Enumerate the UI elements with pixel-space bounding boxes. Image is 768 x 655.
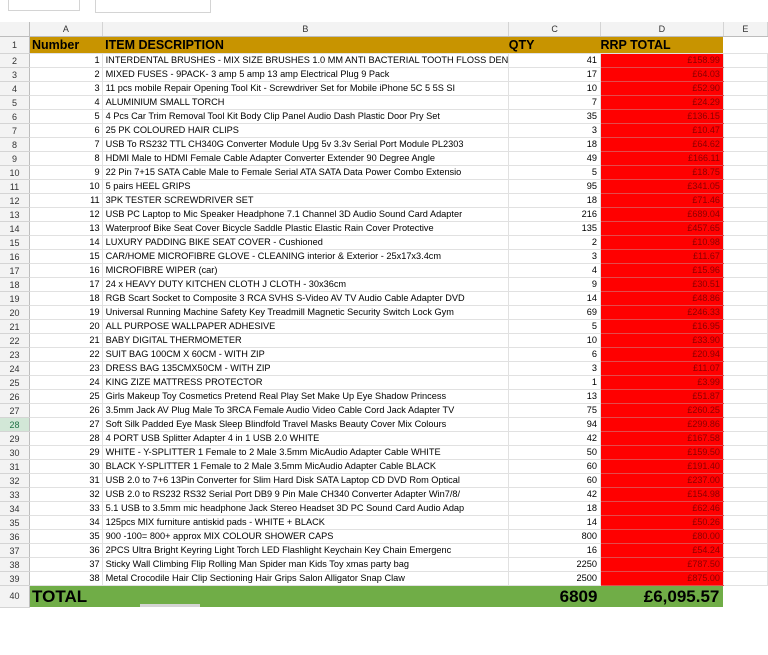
item-description-cell[interactable]: BLACK Y-SPLITTER 1 Female to 2 Male 3.5mm MicAudio Adapter Cable BLACK: [102, 460, 509, 474]
header-qty[interactable]: QTY: [509, 37, 601, 54]
item-rrp-total-cell[interactable]: £16.95: [600, 320, 723, 334]
item-rrp-total-cell[interactable]: £10.47: [600, 124, 723, 138]
empty-cell[interactable]: [723, 502, 767, 516]
item-qty-cell[interactable]: 2500: [509, 572, 601, 586]
item-description-cell[interactable]: ALUMINIUM SMALL TORCH: [102, 96, 509, 110]
item-qty-cell[interactable]: 3: [509, 124, 601, 138]
column-header-c[interactable]: C: [509, 22, 601, 37]
empty-cell[interactable]: [723, 488, 767, 502]
table-row: [0, 404, 768, 418]
row-header[interactable]: 12: [0, 194, 30, 208]
item-description-cell[interactable]: USB To RS232 TTL CH340G Converter Module Upg 5v 3.3v Serial Port Module PL2303: [102, 138, 509, 152]
empty-cell[interactable]: [723, 152, 767, 166]
item-rrp-total-cell[interactable]: £71.46: [600, 194, 723, 208]
item-qty-cell[interactable]: 18: [509, 502, 601, 516]
item-rrp-total-cell[interactable]: £18.75: [600, 166, 723, 180]
item-rrp-total-cell[interactable]: £260.25: [600, 404, 723, 418]
table-row: [0, 530, 768, 544]
item-qty-cell[interactable]: 41: [509, 54, 601, 68]
item-rrp-total-cell[interactable]: £875.00: [600, 572, 723, 586]
item-description-cell[interactable]: Girls Makeup Toy Cosmetics Pretend Real Play Set Make Up Eye Shadow Princess: [102, 390, 509, 404]
item-rrp-total-cell[interactable]: £10.98: [600, 236, 723, 250]
item-number-cell[interactable]: 7: [30, 138, 103, 152]
item-rrp-total-cell[interactable]: £457.65: [600, 222, 723, 236]
item-number-cell[interactable]: 34: [30, 516, 103, 530]
select-all-corner[interactable]: [0, 22, 30, 37]
row-header[interactable]: 16: [0, 250, 30, 264]
item-description-cell[interactable]: 4 Pcs Car Trim Removal Tool Kit Body Clip Panel Audio Dash Plastic Door Pry Set: [102, 110, 509, 124]
item-rrp-total-cell[interactable]: £191.40: [600, 460, 723, 474]
table-row: [0, 208, 768, 222]
empty-cell[interactable]: [723, 516, 767, 530]
item-qty-cell[interactable]: 135: [509, 222, 601, 236]
row-header[interactable]: 29: [0, 432, 30, 446]
row-header[interactable]: 40: [0, 586, 30, 608]
sheet-scroll-indicator: [140, 604, 200, 607]
table-row: [0, 110, 768, 124]
row-header[interactable]: 30: [0, 446, 30, 460]
table-row: [0, 572, 768, 586]
total-rrp[interactable]: £6,095.57: [600, 586, 723, 608]
row-header[interactable]: 31: [0, 460, 30, 474]
row-header[interactable]: 26: [0, 390, 30, 404]
row-header[interactable]: 8: [0, 138, 30, 152]
item-qty-cell[interactable]: 17: [509, 68, 601, 82]
item-description-cell[interactable]: 125pcs MIX furniture antiskid pads - WHITE + BLACK: [102, 516, 509, 530]
header-number[interactable]: Number: [30, 37, 103, 54]
empty-cell[interactable]: [723, 82, 767, 96]
item-description-cell[interactable]: WHITE - Y-SPLITTER 1 Female to 2 Male 3.5mm MicAudio Adapter Cable WHITE: [102, 446, 509, 460]
item-qty-cell[interactable]: 216: [509, 208, 601, 222]
item-qty-cell[interactable]: 6: [509, 348, 601, 362]
empty-cell[interactable]: [723, 404, 767, 418]
empty-cell[interactable]: [723, 250, 767, 264]
item-description-cell[interactable]: MICROFIBRE WIPER (car): [102, 264, 509, 278]
column-header-e[interactable]: E: [723, 22, 767, 37]
row-header[interactable]: 38: [0, 558, 30, 572]
empty-cell[interactable]: [723, 138, 767, 152]
item-rrp-total-cell[interactable]: £80.00: [600, 530, 723, 544]
item-qty-cell[interactable]: 2: [509, 236, 601, 250]
item-rrp-total-cell[interactable]: £136.15: [600, 110, 723, 124]
total-label[interactable]: TOTAL: [30, 586, 103, 608]
table-row: [0, 376, 768, 390]
item-qty-cell[interactable]: 7: [509, 96, 601, 110]
row-header[interactable]: 3: [0, 68, 30, 82]
item-number-cell[interactable]: 10: [30, 180, 103, 194]
item-description-cell[interactable]: RGB Scart Socket to Composite 3 RCA SVHS S-Video AV TV Audio Cable Adapter DVD: [102, 292, 509, 306]
row-header[interactable]: 9: [0, 152, 30, 166]
item-qty-cell[interactable]: 49: [509, 152, 601, 166]
row-header[interactable]: 14: [0, 222, 30, 236]
row-header[interactable]: 36: [0, 530, 30, 544]
table-row: [0, 166, 768, 180]
item-rrp-total-cell[interactable]: £24.29: [600, 96, 723, 110]
empty-cell[interactable]: [723, 264, 767, 278]
item-number-cell[interactable]: 33: [30, 502, 103, 516]
row-header[interactable]: 2: [0, 54, 30, 68]
item-rrp-total-cell[interactable]: £64.03: [600, 68, 723, 82]
item-description-cell[interactable]: 24 x HEAVY DUTY KITCHEN CLOTH J CLOTH - 30x36cm: [102, 278, 509, 292]
empty-cell[interactable]: [723, 37, 767, 54]
item-number-cell[interactable]: 21: [30, 334, 103, 348]
empty-cell[interactable]: [723, 124, 767, 138]
item-rrp-total-cell[interactable]: £64.62: [600, 138, 723, 152]
item-description-cell[interactable]: HDMI Male to HDMI Female Cable Adapter Converter Extender 90 Degree Angle: [102, 152, 509, 166]
column-header-a[interactable]: A: [30, 22, 103, 37]
row-header[interactable]: 34: [0, 502, 30, 516]
table-row: [0, 348, 768, 362]
item-number-cell[interactable]: 4: [30, 96, 103, 110]
item-qty-cell[interactable]: 5: [509, 320, 601, 334]
table-row: [0, 306, 768, 320]
item-description-cell[interactable]: 5 pairs HEEL GRIPS: [102, 180, 509, 194]
item-number-cell[interactable]: 31: [30, 474, 103, 488]
item-description-cell[interactable]: Waterproof Bike Seat Cover Bicycle Saddle Plastic Elastic Rain Cover Protective: [102, 222, 509, 236]
item-rrp-total-cell[interactable]: £11.67: [600, 250, 723, 264]
item-qty-cell[interactable]: 60: [509, 474, 601, 488]
column-header-b[interactable]: B: [102, 22, 509, 37]
row-header[interactable]: 20: [0, 306, 30, 320]
item-number-cell[interactable]: 27: [30, 418, 103, 432]
empty-cell[interactable]: [723, 530, 767, 544]
item-number-cell[interactable]: 32: [30, 488, 103, 502]
item-number-cell[interactable]: 28: [30, 432, 103, 446]
table-row: [0, 362, 768, 376]
item-qty-cell[interactable]: 16: [509, 544, 601, 558]
item-description-cell[interactable]: ALL PURPOSE WALLPAPER ADHESIVE: [102, 320, 509, 334]
total-row: [0, 586, 768, 608]
item-qty-cell[interactable]: 14: [509, 292, 601, 306]
item-number-cell[interactable]: 14: [30, 236, 103, 250]
item-qty-cell[interactable]: 14: [509, 516, 601, 530]
item-number-cell[interactable]: 26: [30, 404, 103, 418]
table-row: [0, 320, 768, 334]
table-row: [0, 292, 768, 306]
item-rrp-total-cell[interactable]: £3.99: [600, 376, 723, 390]
row-header[interactable]: 1: [0, 37, 30, 54]
empty-cell[interactable]: [723, 278, 767, 292]
row-header[interactable]: 18: [0, 278, 30, 292]
item-number-cell[interactable]: 15: [30, 250, 103, 264]
item-qty-cell[interactable]: 13: [509, 390, 601, 404]
item-number-cell[interactable]: 25: [30, 390, 103, 404]
item-description-cell[interactable]: 3.5mm Jack AV Plug Male To 3RCA Female Audio Video Cable Cord Jack Adapter TV: [102, 404, 509, 418]
item-number-cell[interactable]: 9: [30, 166, 103, 180]
table-row: [0, 418, 768, 432]
item-qty-cell[interactable]: 800: [509, 530, 601, 544]
item-number-cell[interactable]: 19: [30, 306, 103, 320]
column-header-d[interactable]: D: [600, 22, 723, 37]
item-description-cell[interactable]: Universal Running Machine Safety Key Treadmill Magnetic Security Switch Lock Gym: [102, 306, 509, 320]
item-description-cell[interactable]: 3PK TESTER SCREWDRIVER SET: [102, 194, 509, 208]
item-qty-cell[interactable]: 3: [509, 362, 601, 376]
empty-cell[interactable]: [723, 180, 767, 194]
item-qty-cell[interactable]: 50: [509, 446, 601, 460]
table-row: [0, 124, 768, 138]
item-description-cell[interactable]: Sticky Wall Climbing Flip Rolling Man Spider man Kids Toy xmas party bag: [102, 558, 509, 572]
item-qty-cell[interactable]: 94: [509, 418, 601, 432]
item-number-cell[interactable]: 29: [30, 446, 103, 460]
row-header[interactable]: 22: [0, 334, 30, 348]
item-qty-cell[interactable]: 69: [509, 306, 601, 320]
empty-cell[interactable]: [723, 446, 767, 460]
item-number-cell[interactable]: 30: [30, 460, 103, 474]
table-row: [0, 558, 768, 572]
item-number-cell[interactable]: 1: [30, 54, 103, 68]
item-description-cell[interactable]: KING ZIZE MATTRESS PROTECTOR: [102, 376, 509, 390]
item-qty-cell[interactable]: 42: [509, 488, 601, 502]
empty-cell[interactable]: [723, 166, 767, 180]
item-qty-cell[interactable]: 18: [509, 138, 601, 152]
table-row: [0, 390, 768, 404]
item-qty-cell[interactable]: 2250: [509, 558, 601, 572]
item-rrp-total-cell[interactable]: £30.51: [600, 278, 723, 292]
item-number-cell[interactable]: 6: [30, 124, 103, 138]
item-rrp-total-cell[interactable]: £62.46: [600, 502, 723, 516]
item-rrp-total-cell[interactable]: £52.90: [600, 82, 723, 96]
item-description-cell[interactable]: USB 2.0 to RS232 RS32 Serial Port DB9 9 Pin Male CH340 Converter Adapter Win7/8/: [102, 488, 509, 502]
item-qty-cell[interactable]: 60: [509, 460, 601, 474]
item-number-cell[interactable]: 12: [30, 208, 103, 222]
item-description-cell[interactable]: USB 2.0 to 7+6 13Pin Converter for Slim Hard Disk SATA Laptop CD DVD Rom Optical: [102, 474, 509, 488]
item-rrp-total-cell[interactable]: £50.26: [600, 516, 723, 530]
item-number-cell[interactable]: 24: [30, 376, 103, 390]
item-rrp-total-cell[interactable]: £167.58: [600, 432, 723, 446]
item-rrp-total-cell[interactable]: £166.11: [600, 152, 723, 166]
item-description-cell[interactable]: BABY DIGITAL THERMOMETER: [102, 334, 509, 348]
row-header[interactable]: 27: [0, 404, 30, 418]
item-number-cell[interactable]: 22: [30, 348, 103, 362]
item-description-cell[interactable]: 5.1 USB to 3.5mm mic headphone Jack Stereo Headset 3D PC Sound Card Audio Adap: [102, 502, 509, 516]
item-rrp-total-cell[interactable]: £48.86: [600, 292, 723, 306]
item-qty-cell[interactable]: 18: [509, 194, 601, 208]
item-number-cell[interactable]: 20: [30, 320, 103, 334]
item-number-cell[interactable]: 11: [30, 194, 103, 208]
table-row: [0, 194, 768, 208]
item-qty-cell[interactable]: 35: [509, 110, 601, 124]
item-qty-cell[interactable]: 5: [509, 166, 601, 180]
item-description-cell[interactable]: INTERDENTAL BRUSHES - MIX SIZE BRUSHES 1.0 MM ANTI BACTERIAL TOOTH FLOSS DEN: [102, 54, 509, 68]
table-row: [0, 68, 768, 82]
item-rrp-total-cell[interactable]: £11.07: [600, 362, 723, 376]
empty-cell[interactable]: [723, 432, 767, 446]
item-description-cell[interactable]: 11 pcs mobile Repair Opening Tool Kit - Screwdriver Set for Mobile iPhone 5C 5 5S SI: [102, 82, 509, 96]
table-row: [0, 236, 768, 250]
empty-cell[interactable]: [723, 348, 767, 362]
table-row: [0, 516, 768, 530]
item-rrp-total-cell[interactable]: £33.90: [600, 334, 723, 348]
item-number-cell[interactable]: 36: [30, 544, 103, 558]
empty-cell[interactable]: [723, 96, 767, 110]
item-rrp-total-cell[interactable]: £20.94: [600, 348, 723, 362]
item-rrp-total-cell[interactable]: £689.04: [600, 208, 723, 222]
row-header[interactable]: 19: [0, 292, 30, 306]
item-number-cell[interactable]: 3: [30, 82, 103, 96]
row-header[interactable]: 4: [0, 82, 30, 96]
row-header[interactable]: 39: [0, 572, 30, 586]
table-row: [0, 446, 768, 460]
table-row: [0, 474, 768, 488]
table-row: [0, 488, 768, 502]
empty-cell[interactable]: [723, 110, 767, 124]
empty-cell[interactable]: [723, 544, 767, 558]
empty-cell[interactable]: [723, 236, 767, 250]
row-header[interactable]: 32: [0, 474, 30, 488]
item-description-cell[interactable]: 22 Pin 7+15 SATA Cable Male to Female Serial ATA SATA Data Power Combo Extensio: [102, 166, 509, 180]
table-row: [0, 432, 768, 446]
row-header[interactable]: 17: [0, 264, 30, 278]
item-rrp-total-cell[interactable]: £246.33: [600, 306, 723, 320]
item-qty-cell[interactable]: 75: [509, 404, 601, 418]
item-description-cell[interactable]: Soft Silk Padded Eye Mask Sleep Blindfold Travel Masks Beauty Cover Mix Colours: [102, 418, 509, 432]
row-header[interactable]: 15: [0, 236, 30, 250]
name-box[interactable]: [8, 0, 80, 11]
item-rrp-total-cell[interactable]: £787.50: [600, 558, 723, 572]
empty-cell[interactable]: [723, 68, 767, 82]
item-rrp-total-cell[interactable]: £299.86: [600, 418, 723, 432]
table-row: [0, 222, 768, 236]
row-header[interactable]: 35: [0, 516, 30, 530]
row-header[interactable]: 10: [0, 166, 30, 180]
empty-cell[interactable]: [723, 460, 767, 474]
empty-cell[interactable]: [723, 572, 767, 586]
item-description-cell[interactable]: Metal Crocodile Hair Clip Sectioning Hair Grips Salon Alligator Snap Claw: [102, 572, 509, 586]
item-description-cell[interactable]: USB PC Laptop to Mic Speaker Headphone 7.1 Channel 3D Audio Sound Card Adapter: [102, 208, 509, 222]
item-rrp-total-cell[interactable]: £15.96: [600, 264, 723, 278]
header-item-description[interactable]: ITEM DESCRIPTION: [102, 37, 509, 54]
row-header[interactable]: 7: [0, 124, 30, 138]
item-number-cell[interactable]: 16: [30, 264, 103, 278]
row-header[interactable]: 24: [0, 362, 30, 376]
table-row: [0, 334, 768, 348]
item-number-cell[interactable]: 38: [30, 572, 103, 586]
item-qty-cell[interactable]: 10: [509, 334, 601, 348]
empty-cell[interactable]: [723, 320, 767, 334]
item-rrp-total-cell[interactable]: £341.05: [600, 180, 723, 194]
item-description-cell[interactable]: 2PCS Ultra Bright Keyring Light Torch LED Flashlight Keychain Key Chain Emergenc: [102, 544, 509, 558]
empty-cell[interactable]: [723, 222, 767, 236]
table-row: [0, 502, 768, 516]
item-description-cell[interactable]: CAR/HOME MICROFIBRE GLOVE - CLEANING interior & Exterior - 25x17x3.4cm: [102, 250, 509, 264]
empty-cell[interactable]: [723, 376, 767, 390]
item-description-cell[interactable]: 900 -100= 800+ approx MIX COLOUR SHOWER CAPS: [102, 530, 509, 544]
item-description-cell[interactable]: LUXURY PADDING BIKE SEAT COVER - Cushioned: [102, 236, 509, 250]
item-description-cell[interactable]: DRESS BAG 135CMX50CM - WITH ZIP: [102, 362, 509, 376]
row-header[interactable]: 5: [0, 96, 30, 110]
item-qty-cell[interactable]: 9: [509, 278, 601, 292]
item-rrp-total-cell[interactable]: £237.00: [600, 474, 723, 488]
row-header[interactable]: 6: [0, 110, 30, 124]
table-row: [0, 152, 768, 166]
item-qty-cell[interactable]: 42: [509, 432, 601, 446]
row-header[interactable]: 11: [0, 180, 30, 194]
item-rrp-total-cell[interactable]: £54.24: [600, 544, 723, 558]
item-number-cell[interactable]: 13: [30, 222, 103, 236]
empty-cell[interactable]: [723, 362, 767, 376]
table-row: [0, 96, 768, 110]
table-row: [0, 460, 768, 474]
item-rrp-total-cell[interactable]: £158.99: [600, 54, 723, 68]
empty-cell[interactable]: [723, 194, 767, 208]
item-number-cell[interactable]: 8: [30, 152, 103, 166]
table-row: [0, 250, 768, 264]
row-header[interactable]: 37: [0, 544, 30, 558]
total-qty[interactable]: 6809: [509, 586, 601, 608]
item-qty-cell[interactable]: 3: [509, 250, 601, 264]
item-description-cell[interactable]: 25 PK COLOURED HAIR CLIPS: [102, 124, 509, 138]
empty-cell[interactable]: [723, 474, 767, 488]
item-description-cell[interactable]: 4 PORT USB Splitter Adapter 4 in 1 USB 2.0 WHITE: [102, 432, 509, 446]
item-number-cell[interactable]: 23: [30, 362, 103, 376]
empty-cell[interactable]: [723, 334, 767, 348]
table-row: [0, 264, 768, 278]
item-number-cell[interactable]: 18: [30, 292, 103, 306]
item-rrp-total-cell[interactable]: £51.87: [600, 390, 723, 404]
empty-cell[interactable]: [723, 306, 767, 320]
empty-cell[interactable]: [723, 418, 767, 432]
table-row: [0, 82, 768, 96]
item-qty-cell[interactable]: 4: [509, 264, 601, 278]
item-qty-cell[interactable]: 10: [509, 82, 601, 96]
empty-cell[interactable]: [723, 390, 767, 404]
item-number-cell[interactable]: 37: [30, 558, 103, 572]
item-number-cell[interactable]: 35: [30, 530, 103, 544]
header-row: [0, 37, 768, 54]
header-rrp-total[interactable]: RRP TOTAL: [600, 37, 723, 54]
row-header[interactable]: 21: [0, 320, 30, 334]
formula-bar-input[interactable]: [95, 0, 211, 13]
row-header[interactable]: 25: [0, 376, 30, 390]
table-row: [0, 54, 768, 68]
table-row: [0, 138, 768, 152]
worksheet-grid: [0, 22, 768, 608]
item-number-cell[interactable]: 5: [30, 110, 103, 124]
item-number-cell[interactable]: 17: [30, 278, 103, 292]
item-rrp-total-cell[interactable]: £159.50: [600, 446, 723, 460]
item-description-cell[interactable]: SUIT BAG 100CM X 60CM - WITH ZIP: [102, 348, 509, 362]
item-qty-cell[interactable]: 95: [509, 180, 601, 194]
empty-cell[interactable]: [723, 208, 767, 222]
empty-cell[interactable]: [723, 586, 767, 608]
row-header[interactable]: 23: [0, 348, 30, 362]
table-row: [0, 180, 768, 194]
item-number-cell[interactable]: 2: [30, 68, 103, 82]
row-header[interactable]: 33: [0, 488, 30, 502]
row-header[interactable]: 28: [0, 418, 30, 432]
table-row: [0, 278, 768, 292]
item-rrp-total-cell[interactable]: £154.98: [600, 488, 723, 502]
empty-cell[interactable]: [723, 558, 767, 572]
empty-cell[interactable]: [723, 292, 767, 306]
empty-cell[interactable]: [723, 54, 767, 68]
item-qty-cell[interactable]: 1: [509, 376, 601, 390]
row-header[interactable]: 13: [0, 208, 30, 222]
table-row: [0, 544, 768, 558]
item-description-cell[interactable]: MIXED FUSES - 9PACK- 3 amp 5 amp 13 amp Electrical Plug 9 Pack: [102, 68, 509, 82]
